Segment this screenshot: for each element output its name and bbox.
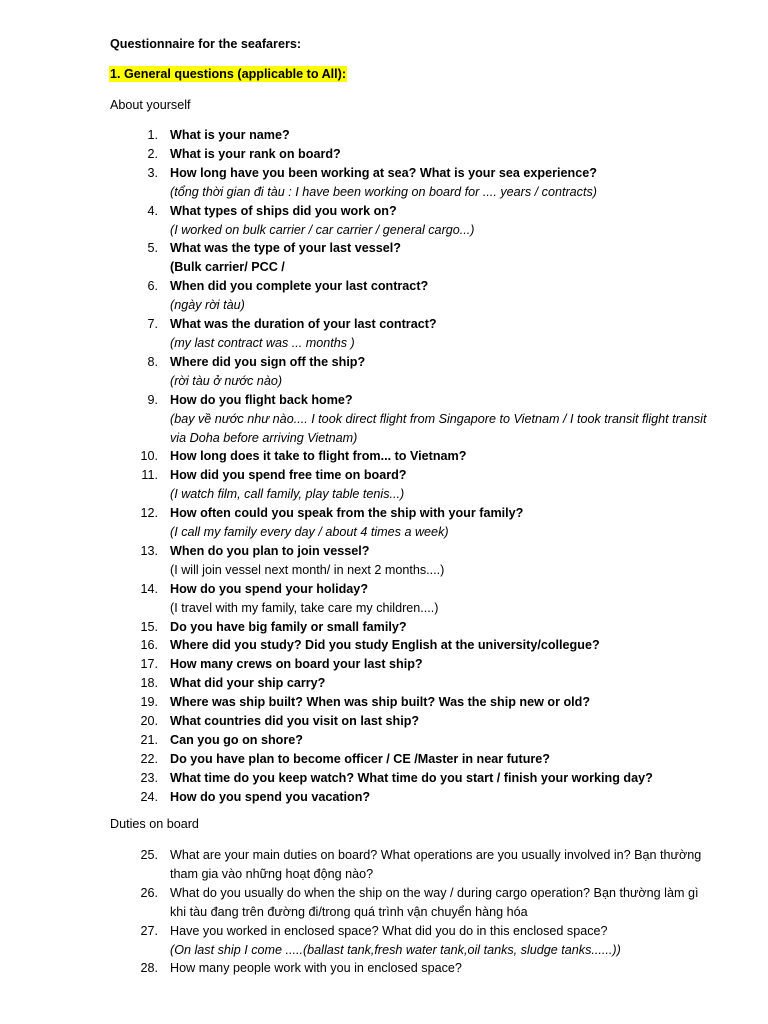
item-number: 13.	[140, 543, 158, 558]
answer-hint: (my last contract was ... months )	[170, 335, 355, 350]
list-item	[0, 618, 768, 637]
question-text: Where did you sign off the ship?	[170, 354, 366, 369]
item-number: 20.	[140, 714, 158, 729]
list-item	[0, 202, 768, 240]
answer-hint: (I will join vessel next month/ in next 2 months....)	[170, 562, 445, 577]
question-text: How many people work with you in enclosed space?	[170, 961, 462, 976]
answer-hint: (tổng thời gian đi tàu : I have been working on board for .... years / contracts)	[170, 184, 597, 199]
list-item	[0, 884, 768, 922]
list-item	[0, 655, 768, 674]
answer-hint: (I travel with my family, take care my children....)	[170, 600, 439, 615]
item-number: 1.	[147, 128, 158, 142]
list-item	[0, 731, 768, 750]
answer-hint: (bay về nước như nào.... I took direct flight from Singapore to Vietnam / I took transit flight transit via Doha before arriving Vietnam)	[170, 411, 707, 445]
question-text: How do you spend your holiday?	[170, 581, 369, 596]
item-number: 11.	[141, 468, 158, 483]
item-number: 10.	[140, 449, 158, 464]
item-number: 3.	[147, 165, 158, 180]
answer-hint: (I watch film, call family, play table tenis...)	[170, 487, 405, 502]
item-number: 4.	[147, 203, 158, 218]
list-item	[0, 959, 768, 978]
answer-hint: (rời tàu ở nước nào)	[170, 373, 283, 388]
item-number: 5.	[147, 241, 158, 256]
duties-question-list	[0, 846, 768, 978]
question-text: Do you have plan to become officer / CE /Master in near future?	[170, 751, 550, 766]
item-number: 17.	[140, 657, 158, 672]
list-item	[0, 580, 768, 618]
answer-hint: (I call my family every day / about 4 times a week)	[170, 525, 449, 540]
question-text: How do you spend you vacation?	[170, 789, 371, 804]
question-text: What time do you keep watch? What time do you start / finish your working day?	[170, 770, 653, 785]
list-item	[0, 788, 768, 807]
item-number: 25.	[140, 848, 158, 862]
question-text: What was the duration of your last contract?	[170, 317, 437, 332]
question-text: What are your main duties on board? What operations are you usually involved in? Bạn thường tham gia vào những hoạt động nào?	[170, 848, 702, 881]
question-text: What types of ships did you work on?	[170, 203, 397, 218]
list-item	[0, 391, 768, 448]
item-number: 6.	[147, 279, 158, 294]
list-item	[0, 750, 768, 769]
answer-hint: (Bulk carrier/ PCC /	[170, 260, 285, 275]
document-title: Questionnaire for the seafarers:	[110, 37, 302, 51]
item-number: 27.	[140, 923, 158, 938]
list-item	[0, 277, 768, 315]
list-item	[0, 636, 768, 655]
question-text: What is your name?	[170, 128, 290, 142]
list-item	[0, 466, 768, 504]
list-item	[0, 239, 768, 277]
item-number: 21.	[140, 733, 158, 747]
question-text: What countries did you visit on last ship?	[170, 714, 420, 729]
question-text: Where was ship built? When was ship built? Was the ship new or old?	[170, 695, 591, 710]
question-text: What do you usually do when the ship on the way / during cargo operation? Bạn thường làm gì khi tàu đang trên đường đi/trong quá trình vận chuyển hàng hóa	[170, 885, 699, 919]
list-item	[0, 504, 768, 542]
question-text: How often could you speak from the ship with your family?	[170, 506, 524, 521]
item-number: 18.	[140, 676, 158, 691]
question-text: Have you worked in enclosed space? What did you do in this enclosed space?	[170, 923, 608, 938]
item-number: 7.	[147, 317, 158, 332]
item-number: 8.	[147, 354, 158, 369]
list-item	[0, 769, 768, 788]
list-item	[0, 922, 768, 960]
item-number: 23.	[140, 770, 158, 785]
item-number: 26.	[140, 885, 158, 900]
question-text: What did your ship carry?	[170, 676, 326, 691]
item-number: 9.	[147, 392, 158, 407]
question-text: Where did you study? Did you study English at the university/collegue?	[170, 638, 600, 653]
item-number: 22.	[140, 751, 158, 766]
list-item	[0, 353, 768, 391]
item-number: 15.	[140, 619, 158, 634]
question-text: When did you complete your last contract?	[170, 279, 429, 294]
list-item	[0, 447, 768, 466]
question-text: Do you have big family or small family?	[170, 619, 407, 634]
list-item	[0, 542, 768, 580]
question-text: How long have you been working at sea? What is your sea experience?	[170, 165, 597, 180]
item-number: 19.	[140, 695, 158, 710]
list-item	[0, 712, 768, 731]
list-item	[0, 164, 768, 202]
answer-hint: (I worked on bulk carrier / car carrier / general cargo...)	[170, 222, 475, 237]
list-item	[0, 145, 768, 164]
item-number: 2.	[147, 146, 158, 161]
list-item	[0, 315, 768, 353]
question-text: What is your rank on board?	[170, 146, 341, 161]
answer-hint: (On last ship I come .....(ballast tank,fresh water tank,oil tanks, sludge tanks......))	[170, 942, 621, 957]
subheading-duties-on-board: Duties on board	[110, 817, 199, 831]
question-text: When do you plan to join vessel?	[170, 543, 370, 558]
item-number: 16.	[140, 638, 158, 653]
item-number: 14.	[140, 581, 158, 596]
item-number: 12.	[140, 506, 158, 521]
item-number: 24.	[140, 789, 158, 804]
about-question-list	[0, 126, 768, 807]
question-text: Can you go on shore?	[170, 733, 303, 747]
subheading-about-yourself: About yourself	[110, 98, 191, 112]
question-text: How many crews on board your last ship?	[170, 657, 423, 672]
question-text: How long does it take to flight from... to Vietnam?	[170, 449, 467, 464]
list-item	[0, 126, 768, 145]
list-item	[0, 846, 768, 884]
section-heading-general: 1. General questions (applicable to All):	[110, 67, 347, 81]
question-text: How did you spend free time on board?	[170, 468, 407, 483]
question-text: What was the type of your last vessel?	[170, 241, 401, 256]
list-item	[0, 693, 768, 712]
list-item	[0, 674, 768, 693]
question-text: How do you flight back home?	[170, 392, 353, 407]
item-number: 28.	[140, 961, 158, 976]
answer-hint: (ngày rời tàu)	[170, 298, 245, 313]
